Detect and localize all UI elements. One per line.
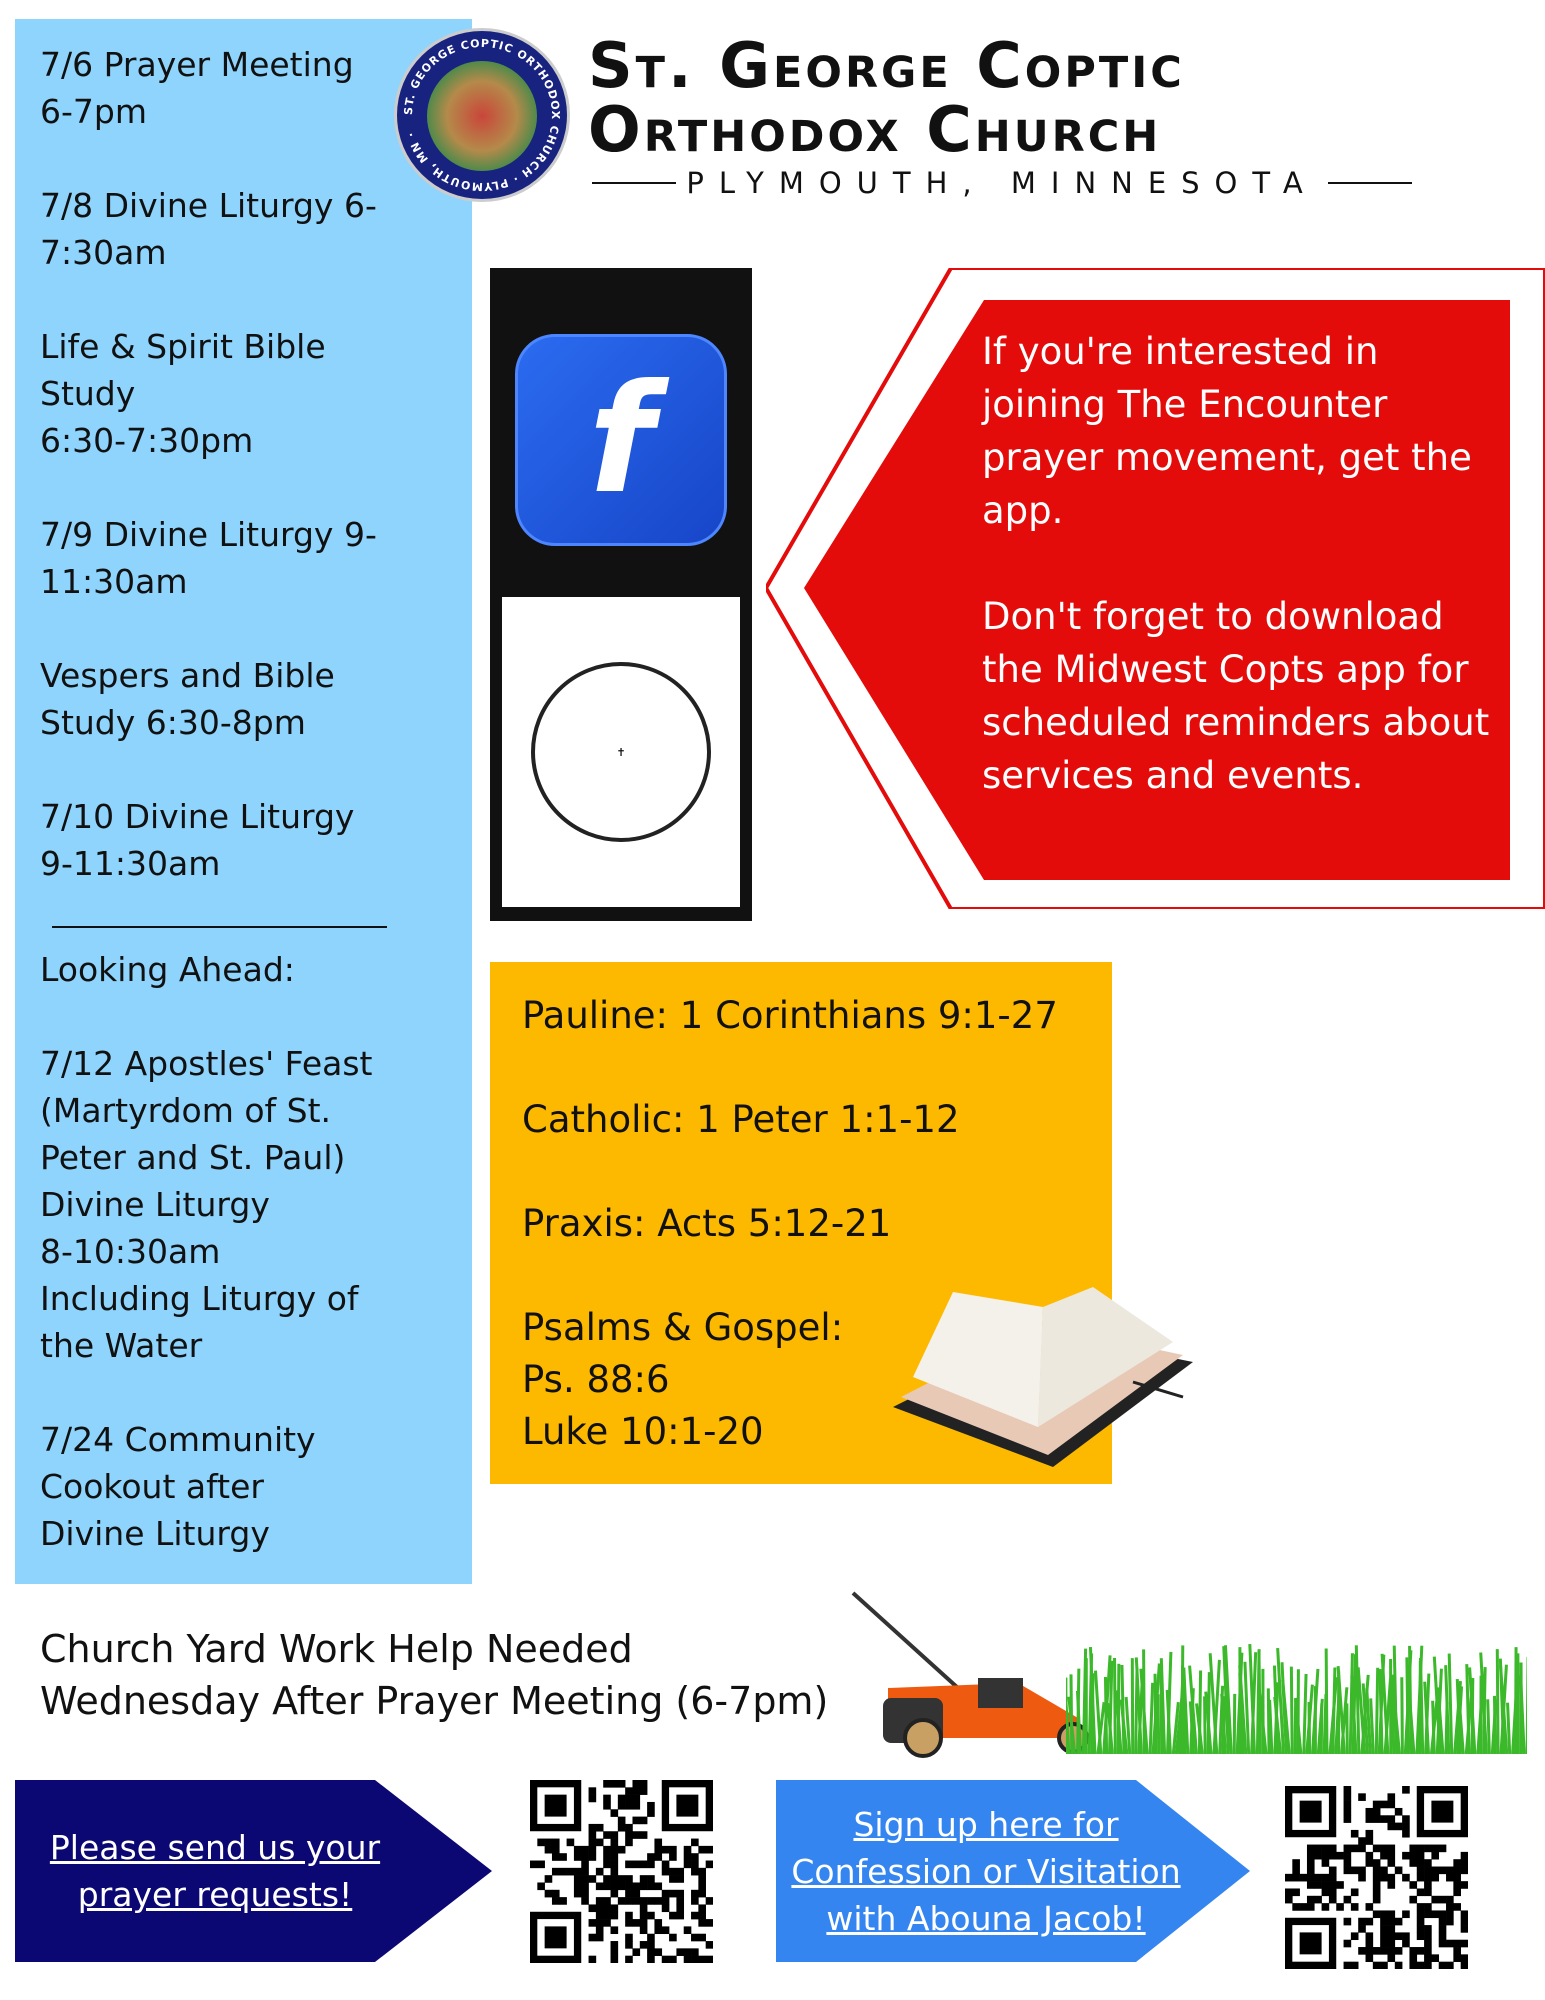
svg-text:ST. GEORGE COPTIC ORTHODOX CHU: ST. GEORGE COPTIC ORTHODOX CHURCH · PLYMOUTH, MN · [401,36,563,194]
looking-ahead-heading: Looking Ahead: [40,950,295,989]
yard-work-notice [40,1623,828,1727]
logo-ring-icon [397,31,567,199]
confession-signup-link[interactable]: Sign up here for Confession or Visitation with Abouna Jacob! [791,1804,1181,1938]
yard-work-line-2: Wednesday After Prayer Meeting (6-7pm) [40,1679,829,1723]
schedule-sidebar [15,19,472,1584]
upcoming-event: 7/24 Community Cookout after Divine Liturgy [40,1420,316,1553]
title-line-1: St. George Coptic [588,29,1185,102]
event-item: 7/10 Divine Liturgy 9-11:30am [40,797,355,883]
event-item: 7/8 Divine Liturgy 6- 7:30am [40,186,377,272]
open-bible-icon [883,1287,1199,1477]
encounter-paragraph: If you're interested in joining The Encounter prayer movement, get the app. [982,330,1472,532]
midwest-copts-paragraph: Don't forget to download the Midwest Copts app for scheduled reminders about services and events. [982,595,1490,797]
confession-qr-code[interactable] [1285,1786,1468,1969]
event-item: 7/6 Prayer Meeting 6-7pm [40,45,354,131]
encounter-app-icon: f [515,334,727,546]
app-promo-text [982,325,1502,855]
praxis-reading: Praxis: Acts 5:12-21 [522,1202,892,1245]
pauline-reading: Pauline: 1 Corinthians 9:1-27 [522,994,1058,1037]
divider [52,926,387,928]
upcoming-event: 7/12 Apostles' Feast (Martyrdom of St. Peter and St. Paul) Divine Liturgy 8-10:30am Including Liturgy of the Water [40,1044,373,1365]
midwest-copts-seal-icon: ✝ [531,662,711,842]
church-logo [394,28,570,202]
prayer-requests-qr-code[interactable] [530,1780,713,1963]
church-name [588,29,1418,166]
gospel-reading: Luke 10:1-20 [522,1410,764,1453]
grass-image [1066,1634,1527,1754]
location-text: PLYMOUTH, MINNESOTA [686,166,1318,200]
lawn-mower-icon [848,1588,1098,1758]
event-item: Life & Spirit Bible Study 6:30-7:30pm [40,327,326,460]
event-item: Vespers and Bible Study 6:30-8pm [40,656,335,742]
catholic-reading: Catholic: 1 Peter 1:1-12 [522,1098,960,1141]
event-item: 7/9 Divine Liturgy 9- 11:30am [40,515,377,601]
yard-work-line-1: Church Yard Work Help Needed [40,1627,633,1671]
psalm-reading: Ps. 88:6 [522,1358,670,1401]
psalms-gospel-label: Psalms & Gospel: [522,1306,844,1349]
location-subtitle [592,166,1412,200]
title-line-2: Orthodox Church [588,93,1162,166]
prayer-requests-link[interactable]: Please send us your prayer requests! [49,1828,381,1914]
app-screenshot [490,268,752,921]
